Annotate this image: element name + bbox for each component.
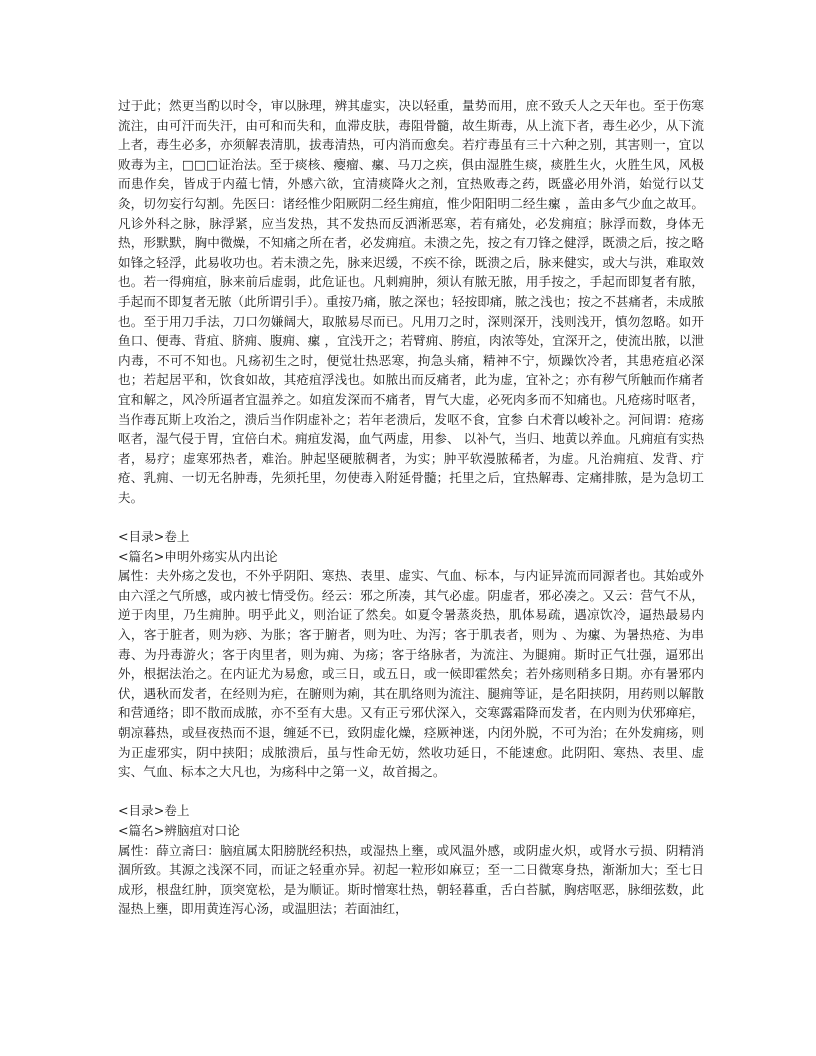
section-brain-abscess	[118, 801, 704, 919]
section-exterior-ulcer	[118, 527, 704, 782]
chapter-title: <篇名>申明外疡实从内出论	[118, 548, 278, 564]
chapter-title: <篇名>辨脑疽对口论	[118, 822, 240, 838]
catalog-heading: <目录>卷上	[118, 529, 190, 545]
chapter-body: 属性：夫外疡之发也，不外乎阴阳、寒热、表里、虚实、气血、标本，与内证异流而同源者也。其始或外由六淫之气所感，或内被七情受伤。经云：邪之所凑，其气必虚。阴虚者，邪必凑之。又云：营气不从，逆于肉里，乃生痈肿。明乎此义，则治证了然矣。如夏令暑蒸炎热，肌体易疏，遇凉饮冷，逼热最易内入，客于脏者，则为痧、为胀；客于腑者，则为吐、为泻；客于肌表者，则为 、为瘰、为暑热疮、为串毒、为丹毒游火；客于肉里者，则为痈、为疡；客于络脉者，为流注、为腿痈。斯时正气壮强，逼邪出外，根据法治之。在内证尤为易愈，或三日，或五日，或一候即霍然矣；若外疡则稍多日期。亦有暑邪内伏，遇秋而发者，在经则为疟，在腑则为痢，其在肌络则为流注、腿痈等证，是名阳挟阴，用药则以解散和营通络；即不散而成脓，亦不至有大患。又有正亏邪伏深入，交寒露霜降而发者，在内则为伏邪瘅疟，朝凉暮热，或昼夜热而不退，缠延不已，致阴虚化燥，痉厥神迷，内闭外脱，不可为治；在外发痈疡，则为正虚邪实，阴中挟阳；成脓溃后，虽与性命无妨，然收功延日，不能速愈。此阴阳、寒热、表里、虚实、气血、标本之大凡也，为疡科中之第一义，故首揭之。	[118, 568, 704, 780]
document-page	[118, 96, 704, 919]
catalog-heading: <目录>卷上	[118, 803, 190, 819]
continuation-paragraph: 过于此；然更当酌以时令，审以脉理，辨其虚实，决以轻重，量势而用，庶不致夭人之天年也。至于伤寒流注，由可汗而失汗，由可和而失和，血滞皮肤，毒阻骨髓，故生斯毒，从上流下者，毒生必少，从下流上者，毒生必多，亦须解表清肌，拔毒清热，可内消而愈矣。若疔毒虽有三十六种之别，其害则一，宜以败毒为主，□□□证治法。至于痰核、瘿瘤、瘰、马刀之疾，俱由湿胜生痰，痰胜生火，火胜生风，风极而患作矣，皆成于内蕴七情，外感六欲，宜清痰降火之剂，宜热败毒之药，既盛必用外消，始觉行以艾灸，切勿妄行勾割。先医曰：诸经惟少阳厥阴二经生痈疽，惟少阳阳明二经生瘰 ，盖由多气少血之故耳。凡诊外科之脉，脉浮紧，应当发热，其不发热而反洒淅恶寒，若有痛处，必发痈疽；脉浮而数，身体无热，形默默，胸中微燥，不知痛之所在者，必发痈疽。未溃之先，按之有刀锋之健浮，既溃之后，按之略如锋之轻浮，此易收功也。若未溃之先，脉来迟缓，不疾不徐，既溃之后，脉来健实，或大与洪，难取效也。若一得痈疽，脉来前后虚弱，此危证也。凡刺痈肿，须认有脓无脓，用手按之，手起而即复者有脓，手起而不即复者无脓（此所谓引手）。重按乃痛，脓之深也；轻按即痛，脓之浅也；按之不甚痛者，未成脓也。至于用刀手法，刀口勿嫌阔大，取脓易尽而已。凡用刀之时，深则深开，浅则浅开，慎勿忽略。如开鱼口、便毒、背疽、脐痈、腹痈、瘰 ，宜浅开之；若臂痈、胯疽，肉浓等处，宜深开之，使流出脓，以泄内毒，不可不知也。凡疡初生之时，便觉壮热恶寒，拘急头痛，精神不宁，烦躁饮冷者，其患疮疽必深也；若起居平和，饮食如故，其疮疽浮浅也。如脓出而反痛者，此为虚，宜补之；亦有秽气所触而作痛者宜和解之，风冷所逼者宜温养之。如疽发深而不痛者，胃气大虚，必死肉多而不知痛也。凡疮疡时呕者，当作毒瓦斯上攻治之，溃后当作阴虚补之；若年老溃后，发呕不食，宜参 白术膏以峻补之。河间谓：疮疡呕者，湿气侵于胃，宜倍白术。痈疽发渴，血气两虚，用参、 以补气，当归、地黄以养血。凡痈疽有实热者，易疗；虚寒邪热者，难治。肿起坚硬脓稠者，为实；肿平软漫脓稀者，为虚。凡治痈疽、发背、疔疮、乳痈、一切无名肿毒，先须托里，勿使毒入附延骨髓；托里之后，宜热解毒、定痛排脓，是为急切工夫。	[118, 98, 704, 505]
chapter-body: 属性：薛立斋曰：脑疽属太阳膀胱经积热，或湿热上壅，或风温外感，或阴虚火炽，或肾水亏损、阴精消涸所致。其源之浅深不同，而证之轻重亦异。初起一粒形如麻豆；至一二日微寒身热，渐渐加大；至七日成形，根盘红肿，顶突宽松，是为顺证。斯时憎寒壮热，朝轻暮重，舌白苔腻，胸痞呕恶，脉细弦数，此湿热上壅，即用黄连泻心汤，或温胆法；若面油红，	[118, 842, 704, 917]
